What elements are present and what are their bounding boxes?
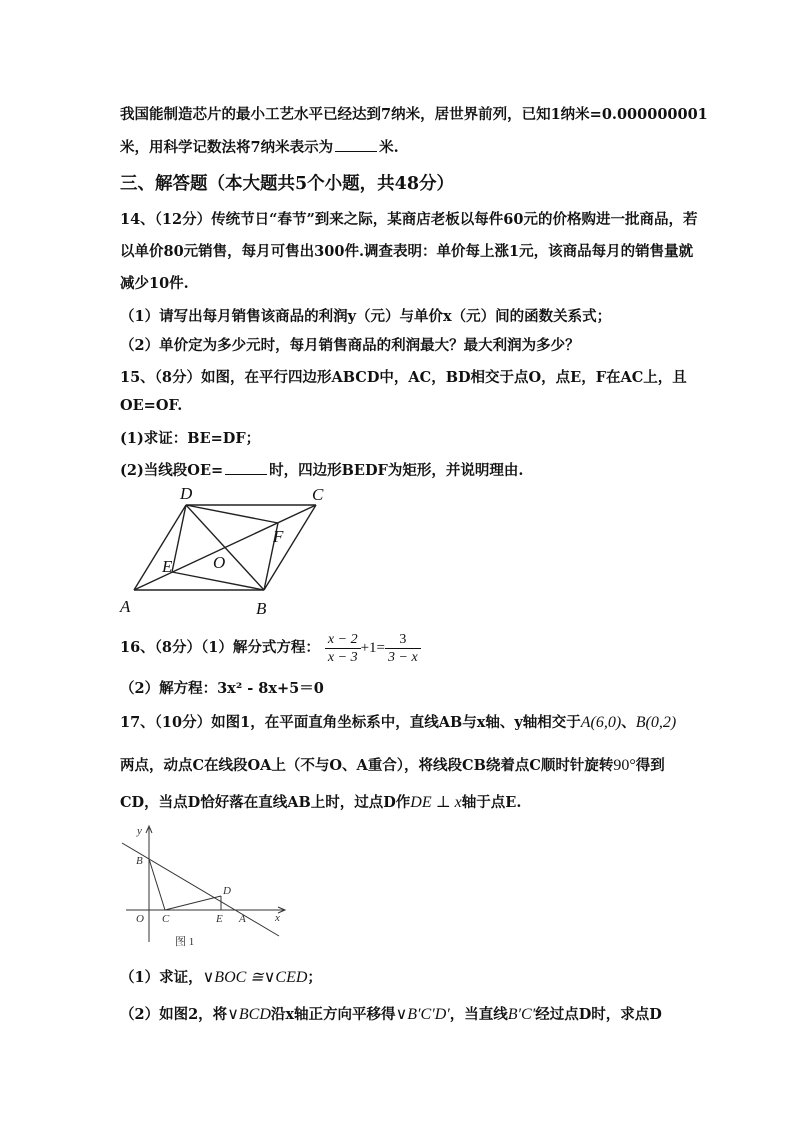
q17-line-2-text: 两点，动点C在线段OA上（不与O、A重合），将线段CB绕着点C顺时针旋转 [120, 757, 614, 774]
q17-sub-2-text-d: 经过点D时，求点D [535, 1006, 662, 1023]
q14-line-2: 以单价80元销售，每月可售出300件.调查表明：单价每上涨1元，该商品每月的销售量就 [120, 243, 694, 260]
label-B: B [136, 855, 143, 867]
fraction-1-numerator: x − 2 [325, 631, 361, 649]
line-B-C-prime: B′C′ [507, 1006, 536, 1023]
parallelogram-figure [115, 484, 340, 618]
label-y: y [137, 825, 142, 837]
q15-line-1: 15、（8分）如图，在平行四边形ABCD中，AC，BD相交于点O，点E，F在AC上，且 [120, 369, 687, 386]
label-O: O [136, 913, 144, 925]
q14-sub-2: （2）单价定为多少元时，每月销售商品的利润最大？最大利润为多少？ [120, 337, 580, 354]
q15-line-2: OE=OF. [120, 397, 183, 414]
figure-1-caption: 图 1 [175, 936, 195, 948]
point-B: B(0,2) [635, 714, 677, 731]
q16-sub-1-text: 16、（8分）（1）解分式方程： [120, 639, 320, 656]
q16-sub-1 [120, 628, 421, 668]
q16-sub-2: （2）解方程：3x² - 8x+5＝0 [120, 680, 324, 697]
fraction-2-denominator: 3 − x [388, 649, 418, 665]
label-E: E [162, 557, 173, 576]
label-A: A [120, 597, 131, 616]
q15-sub-2 [120, 459, 523, 480]
label-C: C [312, 485, 324, 504]
separator: 、 [621, 714, 636, 731]
fraction-2 [385, 631, 421, 666]
perpendicular-math: DE ⊥ x [410, 794, 462, 811]
label-x: x [275, 912, 280, 924]
label-F: F [273, 527, 284, 546]
q17-sub-1-text: （1）求证， [120, 969, 203, 986]
plus-one-equals: +1= [360, 640, 386, 656]
q17-line-1-text: 17、（10分）如图1，在平面直角坐标系中，直线AB与x轴、y轴相交于 [120, 714, 581, 731]
congruence-math: ∨BOC ≅∨CED [202, 969, 308, 986]
nano-line-2-text: 米，用科学记数法将7纳米表示为 [120, 139, 334, 156]
q17-line-3-text: CD，当点D恰好落在直线AB上时，过点D作 [120, 794, 411, 811]
label-E: E [216, 913, 223, 925]
triangle-B-C-D-prime: ∨B′C′D′ [395, 1006, 450, 1023]
q17-sub-2-text-b: 沿x轴正方向平移得 [270, 1006, 396, 1023]
q17-line-3-end: 轴于点E. [461, 794, 522, 811]
fraction-1-denominator: x − 3 [327, 649, 358, 665]
q15-sub-2-end: 时，四边形BEDF为矩形，并说明理由. [269, 462, 524, 479]
label-B: B [256, 599, 267, 618]
q14-line-1: 14、（12分）传统节日“春节”到来之际，某商店老板以每件60元的价格购进一批商品，若 [120, 211, 698, 228]
q17-line-2-end: 得到 [635, 757, 665, 774]
label-O: O [213, 553, 226, 572]
fraction-2-numerator: 3 [385, 631, 421, 649]
answer-blank [335, 150, 377, 152]
point-A: A(6,0) [580, 714, 622, 731]
triangle-BCD: ∨BCD [227, 1006, 271, 1023]
q14-line-3: 减少10件. [120, 275, 189, 292]
q15-sub-1: (1)求证：BE=DF； [120, 430, 261, 447]
q14-sub-1: （1）请写出每月销售该商品的利润y（元）与单价x（元）间的函数关系式； [120, 308, 612, 325]
q17-sub-2-text-c: ，当直线 [449, 1006, 508, 1023]
q17-line-1 [120, 711, 676, 732]
fraction-1 [325, 631, 361, 666]
answer-blank [225, 473, 267, 475]
q15-sub-2-text: (2)当线段OE= [120, 462, 224, 479]
q17-sub-2-text-a: （2）如图2，将 [120, 1006, 228, 1023]
section-3-title: 三、解答题（本大题共5个小题，共48分） [120, 174, 455, 194]
coordinate-figure-1 [118, 822, 293, 952]
angle-90: 90° [613, 757, 636, 774]
q17-sub-2 [120, 1003, 662, 1024]
label-A: A [239, 913, 246, 925]
label-C: C [162, 913, 170, 925]
nano-line-2 [120, 136, 399, 157]
label-D: D [180, 484, 193, 503]
q17-sub-1 [120, 966, 322, 987]
q17-line-2 [120, 754, 665, 775]
label-D: D [223, 885, 231, 897]
q17-sub-1-end: ； [307, 969, 322, 986]
q17-line-3 [120, 791, 521, 812]
nano-line-1: 我国能制造芯片的最小工艺水平已经达到7纳米，居世界前列，已知1纳米=0.000000001 [120, 106, 708, 123]
nano-line-2-end: 米. [379, 139, 399, 156]
